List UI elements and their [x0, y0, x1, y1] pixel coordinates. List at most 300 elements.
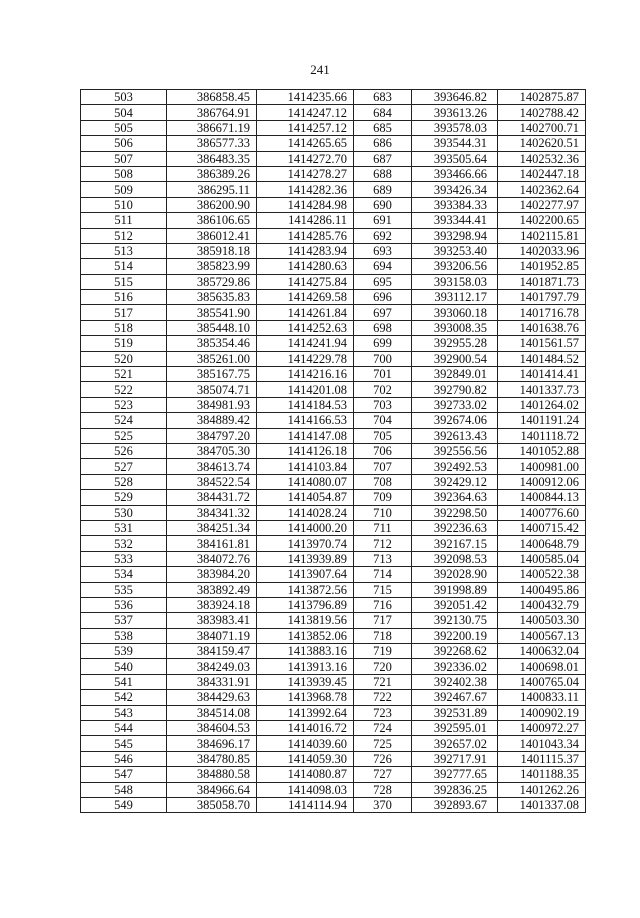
point-b-y-cell: 1401188.35 [498, 767, 586, 782]
point-b-y-cell: 1401191.24 [498, 413, 586, 428]
point-b-x-cell: 392236.63 [412, 520, 498, 535]
point-a-y-cell: 1414275.84 [257, 274, 354, 289]
table-row [81, 243, 586, 258]
point-b-y-cell: 1401262.26 [498, 782, 586, 797]
point-b-number-cell: 704 [354, 413, 412, 428]
point-b-x-cell: 393505.64 [412, 151, 498, 166]
point-b-x-cell: 392900.54 [412, 351, 498, 366]
point-b-number-cell: 700 [354, 351, 412, 366]
point-a-y-cell: 1414080.87 [257, 767, 354, 782]
table-row [81, 490, 586, 505]
point-a-y-cell: 1414114.94 [257, 797, 354, 812]
point-b-x-cell: 393298.94 [412, 228, 498, 243]
table-row [81, 336, 586, 351]
point-b-number-cell: 722 [354, 690, 412, 705]
point-b-number-cell: 370 [354, 797, 412, 812]
point-a-y-cell: 1414252.63 [257, 320, 354, 335]
point-a-number-cell: 510 [81, 197, 167, 212]
point-b-x-cell: 392467.67 [412, 690, 498, 705]
point-a-y-cell: 1414272.70 [257, 151, 354, 166]
point-b-y-cell: 1400833.11 [498, 690, 586, 705]
point-b-x-cell: 392492.53 [412, 459, 498, 474]
point-a-y-cell: 1414286.11 [257, 213, 354, 228]
table-row [81, 213, 586, 228]
point-b-x-cell: 393613.26 [412, 105, 498, 120]
point-b-y-cell: 1401716.78 [498, 305, 586, 320]
point-a-x-cell: 385635.83 [167, 290, 257, 305]
point-b-number-cell: 721 [354, 674, 412, 689]
point-a-number-cell: 506 [81, 136, 167, 151]
point-b-y-cell: 1402033.96 [498, 243, 586, 258]
point-b-number-cell: 684 [354, 105, 412, 120]
table-row [81, 782, 586, 797]
point-a-number-cell: 514 [81, 259, 167, 274]
coordinates-table [80, 89, 586, 813]
point-a-number-cell: 524 [81, 413, 167, 428]
point-a-x-cell: 384604.53 [167, 721, 257, 736]
point-a-number-cell: 508 [81, 166, 167, 181]
point-b-number-cell: 718 [354, 628, 412, 643]
point-b-number-cell: 710 [354, 505, 412, 520]
point-b-y-cell: 1401484.52 [498, 351, 586, 366]
point-a-x-cell: 385448.10 [167, 320, 257, 335]
point-b-y-cell: 1401337.73 [498, 382, 586, 397]
point-b-x-cell: 392336.02 [412, 659, 498, 674]
point-b-x-cell: 392657.02 [412, 736, 498, 751]
point-a-y-cell: 1414284.98 [257, 197, 354, 212]
table-row [81, 413, 586, 428]
point-b-x-cell: 393112.17 [412, 290, 498, 305]
point-b-number-cell: 720 [354, 659, 412, 674]
point-a-x-cell: 384341.32 [167, 505, 257, 520]
point-a-x-cell: 386764.91 [167, 105, 257, 120]
point-a-x-cell: 384331.91 [167, 674, 257, 689]
table-row [81, 90, 586, 105]
point-a-y-cell: 1414269.58 [257, 290, 354, 305]
point-a-x-cell: 385823.99 [167, 259, 257, 274]
point-a-x-cell: 384431.72 [167, 490, 257, 505]
point-a-number-cell: 533 [81, 551, 167, 566]
point-b-y-cell: 1400844.13 [498, 490, 586, 505]
point-a-y-cell: 1413992.64 [257, 705, 354, 720]
point-a-y-cell: 1413819.56 [257, 613, 354, 628]
point-a-y-cell: 1414054.87 [257, 490, 354, 505]
point-b-number-cell: 711 [354, 520, 412, 535]
table-row [81, 582, 586, 597]
point-a-number-cell: 538 [81, 628, 167, 643]
point-a-y-cell: 1414184.53 [257, 397, 354, 412]
point-a-number-cell: 549 [81, 797, 167, 812]
point-b-number-cell: 683 [354, 90, 412, 105]
point-b-y-cell: 1401264.02 [498, 397, 586, 412]
point-a-number-cell: 527 [81, 459, 167, 474]
table-row [81, 674, 586, 689]
point-a-y-cell: 1413852.06 [257, 628, 354, 643]
table-row [81, 474, 586, 489]
point-a-number-cell: 522 [81, 382, 167, 397]
point-b-number-cell: 714 [354, 567, 412, 582]
table-row [81, 705, 586, 720]
table-row [81, 597, 586, 612]
point-a-x-cell: 386106.65 [167, 213, 257, 228]
point-a-x-cell: 384072.76 [167, 551, 257, 566]
point-a-x-cell: 383983.41 [167, 613, 257, 628]
page-number: 241 [310, 62, 330, 77]
point-a-x-cell: 386671.19 [167, 120, 257, 135]
point-b-x-cell: 392777.65 [412, 767, 498, 782]
point-a-number-cell: 531 [81, 520, 167, 535]
point-a-x-cell: 384071.19 [167, 628, 257, 643]
point-b-x-cell: 392595.01 [412, 721, 498, 736]
point-a-y-cell: 1413883.16 [257, 644, 354, 659]
point-b-x-cell: 392790.82 [412, 382, 498, 397]
point-b-number-cell: 707 [354, 459, 412, 474]
point-b-x-cell: 393344.41 [412, 213, 498, 228]
point-a-y-cell: 1414039.60 [257, 736, 354, 751]
point-b-x-cell: 392429.12 [412, 474, 498, 489]
point-b-y-cell: 1400715.42 [498, 520, 586, 535]
table-row [81, 367, 586, 382]
point-b-y-cell: 1402620.51 [498, 136, 586, 151]
point-b-number-cell: 699 [354, 336, 412, 351]
point-a-number-cell: 518 [81, 320, 167, 335]
point-a-x-cell: 386295.11 [167, 182, 257, 197]
point-b-y-cell: 1401871.73 [498, 274, 586, 289]
table-row [81, 797, 586, 812]
point-a-y-cell: 1414261.84 [257, 305, 354, 320]
point-b-number-cell: 703 [354, 397, 412, 412]
point-b-number-cell: 723 [354, 705, 412, 720]
table-row [81, 305, 586, 320]
point-b-x-cell: 393158.03 [412, 274, 498, 289]
table-row [81, 136, 586, 151]
point-b-y-cell: 1400585.04 [498, 551, 586, 566]
point-a-y-cell: 1414278.27 [257, 166, 354, 181]
point-b-number-cell: 701 [354, 367, 412, 382]
point-b-y-cell: 1400503.30 [498, 613, 586, 628]
point-a-x-cell: 386389.26 [167, 166, 257, 181]
point-a-x-cell: 384249.03 [167, 659, 257, 674]
point-b-y-cell: 1402532.36 [498, 151, 586, 166]
point-a-x-cell: 384889.42 [167, 413, 257, 428]
point-a-number-cell: 511 [81, 213, 167, 228]
point-a-number-cell: 517 [81, 305, 167, 320]
point-b-y-cell: 1400776.60 [498, 505, 586, 520]
point-a-x-cell: 385918.18 [167, 243, 257, 258]
point-a-x-cell: 385729.86 [167, 274, 257, 289]
point-b-y-cell: 1402875.87 [498, 90, 586, 105]
point-a-y-cell: 1414216.16 [257, 367, 354, 382]
point-b-y-cell: 1402277.97 [498, 197, 586, 212]
point-a-y-cell: 1414028.24 [257, 505, 354, 520]
table-row [81, 259, 586, 274]
point-a-x-cell: 383984.20 [167, 567, 257, 582]
point-b-y-cell: 1400972.27 [498, 721, 586, 736]
point-b-y-cell: 1400632.04 [498, 644, 586, 659]
point-b-y-cell: 1400522.38 [498, 567, 586, 582]
point-b-x-cell: 392836.25 [412, 782, 498, 797]
point-b-x-cell: 393544.31 [412, 136, 498, 151]
point-b-x-cell: 391998.89 [412, 582, 498, 597]
point-b-x-cell: 392733.02 [412, 397, 498, 412]
point-b-y-cell: 1401638.76 [498, 320, 586, 335]
point-b-number-cell: 719 [354, 644, 412, 659]
point-a-number-cell: 525 [81, 428, 167, 443]
point-a-number-cell: 516 [81, 290, 167, 305]
table-row [81, 182, 586, 197]
point-b-x-cell: 393060.18 [412, 305, 498, 320]
point-b-x-cell: 392531.89 [412, 705, 498, 720]
point-b-x-cell: 393384.33 [412, 197, 498, 212]
point-b-number-cell: 694 [354, 259, 412, 274]
point-b-number-cell: 688 [354, 166, 412, 181]
point-a-number-cell: 537 [81, 613, 167, 628]
point-a-number-cell: 520 [81, 351, 167, 366]
point-b-y-cell: 1400648.79 [498, 536, 586, 551]
point-b-y-cell: 1400432.79 [498, 597, 586, 612]
point-b-number-cell: 709 [354, 490, 412, 505]
point-a-y-cell: 1414283.94 [257, 243, 354, 258]
point-a-number-cell: 535 [81, 582, 167, 597]
point-a-number-cell: 530 [81, 505, 167, 520]
point-a-number-cell: 529 [81, 490, 167, 505]
point-b-x-cell: 392613.43 [412, 428, 498, 443]
point-b-y-cell: 1400765.04 [498, 674, 586, 689]
point-b-number-cell: 728 [354, 782, 412, 797]
point-b-x-cell: 393426.34 [412, 182, 498, 197]
point-a-x-cell: 384981.93 [167, 397, 257, 412]
point-a-x-cell: 383892.49 [167, 582, 257, 597]
point-b-number-cell: 702 [354, 382, 412, 397]
point-a-x-cell: 384161.81 [167, 536, 257, 551]
table-row [81, 721, 586, 736]
point-b-x-cell: 392556.56 [412, 443, 498, 458]
point-a-x-cell: 384429.63 [167, 690, 257, 705]
point-a-number-cell: 526 [81, 443, 167, 458]
table-row [81, 397, 586, 412]
point-a-x-cell: 384613.74 [167, 459, 257, 474]
point-b-y-cell: 1401118.72 [498, 428, 586, 443]
table-row [81, 751, 586, 766]
point-a-number-cell: 515 [81, 274, 167, 289]
point-a-x-cell: 386012.41 [167, 228, 257, 243]
point-a-y-cell: 1414265.65 [257, 136, 354, 151]
point-a-x-cell: 384880.58 [167, 767, 257, 782]
point-b-number-cell: 725 [354, 736, 412, 751]
point-a-y-cell: 1414098.03 [257, 782, 354, 797]
point-b-number-cell: 697 [354, 305, 412, 320]
table-row [81, 536, 586, 551]
point-b-y-cell: 1400902.19 [498, 705, 586, 720]
point-b-number-cell: 685 [354, 120, 412, 135]
point-a-number-cell: 519 [81, 336, 167, 351]
table-row [81, 166, 586, 181]
point-a-x-cell: 386483.35 [167, 151, 257, 166]
point-b-number-cell: 706 [354, 443, 412, 458]
table-row [81, 767, 586, 782]
point-a-x-cell: 384797.20 [167, 428, 257, 443]
point-b-x-cell: 392717.91 [412, 751, 498, 766]
point-a-x-cell: 384966.64 [167, 782, 257, 797]
point-b-number-cell: 727 [354, 767, 412, 782]
point-a-number-cell: 503 [81, 90, 167, 105]
point-a-x-cell: 386577.33 [167, 136, 257, 151]
point-b-number-cell: 696 [354, 290, 412, 305]
point-b-x-cell: 392200.19 [412, 628, 498, 643]
table-row [81, 382, 586, 397]
point-a-x-cell: 385261.00 [167, 351, 257, 366]
point-b-number-cell: 716 [354, 597, 412, 612]
point-b-x-cell: 393008.35 [412, 320, 498, 335]
point-a-number-cell: 523 [81, 397, 167, 412]
point-b-y-cell: 1402362.64 [498, 182, 586, 197]
point-b-number-cell: 712 [354, 536, 412, 551]
point-a-number-cell: 546 [81, 751, 167, 766]
point-b-number-cell: 726 [354, 751, 412, 766]
point-b-x-cell: 393466.66 [412, 166, 498, 181]
point-b-number-cell: 687 [354, 151, 412, 166]
point-a-y-cell: 1414016.72 [257, 721, 354, 736]
point-a-y-cell: 1414229.78 [257, 351, 354, 366]
point-b-x-cell: 392051.42 [412, 597, 498, 612]
point-a-number-cell: 504 [81, 105, 167, 120]
point-a-y-cell: 1413968.78 [257, 690, 354, 705]
point-b-x-cell: 392674.06 [412, 413, 498, 428]
point-a-y-cell: 1414126.18 [257, 443, 354, 458]
table-row [81, 351, 586, 366]
point-b-x-cell: 392893.67 [412, 797, 498, 812]
table-row [81, 120, 586, 135]
point-a-y-cell: 1414103.84 [257, 459, 354, 474]
point-a-x-cell: 384522.54 [167, 474, 257, 489]
point-b-number-cell: 724 [354, 721, 412, 736]
point-b-y-cell: 1401414.41 [498, 367, 586, 382]
point-b-x-cell: 392130.75 [412, 613, 498, 628]
point-a-number-cell: 528 [81, 474, 167, 489]
point-a-number-cell: 534 [81, 567, 167, 582]
point-a-x-cell: 385541.90 [167, 305, 257, 320]
point-b-y-cell: 1400567.13 [498, 628, 586, 643]
point-b-y-cell: 1400495.86 [498, 582, 586, 597]
point-a-x-cell: 385058.70 [167, 797, 257, 812]
point-b-y-cell: 1402447.18 [498, 166, 586, 181]
point-b-y-cell: 1402115.81 [498, 228, 586, 243]
point-a-y-cell: 1414059.30 [257, 751, 354, 766]
point-a-y-cell: 1414247.12 [257, 105, 354, 120]
point-a-x-cell: 384514.08 [167, 705, 257, 720]
point-a-number-cell: 539 [81, 644, 167, 659]
table-row [81, 320, 586, 335]
point-a-x-cell: 385167.75 [167, 367, 257, 382]
point-a-y-cell: 1413796.89 [257, 597, 354, 612]
point-b-y-cell: 1401115.37 [498, 751, 586, 766]
point-a-number-cell: 542 [81, 690, 167, 705]
point-b-number-cell: 691 [354, 213, 412, 228]
point-b-y-cell: 1400981.00 [498, 459, 586, 474]
point-a-number-cell: 521 [81, 367, 167, 382]
point-a-number-cell: 507 [81, 151, 167, 166]
point-a-y-cell: 1414000.20 [257, 520, 354, 535]
point-a-x-cell: 384159.47 [167, 644, 257, 659]
point-a-x-cell: 384780.85 [167, 751, 257, 766]
point-b-y-cell: 1401797.79 [498, 290, 586, 305]
point-a-number-cell: 513 [81, 243, 167, 258]
table-row [81, 459, 586, 474]
point-b-x-cell: 392955.28 [412, 336, 498, 351]
point-b-y-cell: 1402200.65 [498, 213, 586, 228]
point-b-number-cell: 692 [354, 228, 412, 243]
table-row [81, 567, 586, 582]
point-a-y-cell: 1414166.53 [257, 413, 354, 428]
table-row [81, 228, 586, 243]
point-a-y-cell: 1414201.08 [257, 382, 354, 397]
point-b-y-cell: 1401052.88 [498, 443, 586, 458]
point-b-x-cell: 392364.63 [412, 490, 498, 505]
point-b-x-cell: 392098.53 [412, 551, 498, 566]
point-b-number-cell: 708 [354, 474, 412, 489]
table-row [81, 520, 586, 535]
point-b-number-cell: 689 [354, 182, 412, 197]
point-b-y-cell: 1400698.01 [498, 659, 586, 674]
point-a-number-cell: 541 [81, 674, 167, 689]
point-a-y-cell: 1413907.64 [257, 567, 354, 582]
table-row [81, 628, 586, 643]
point-b-y-cell: 1402700.71 [498, 120, 586, 135]
point-a-y-cell: 1413939.45 [257, 674, 354, 689]
point-b-x-cell: 392268.62 [412, 644, 498, 659]
point-a-y-cell: 1414280.63 [257, 259, 354, 274]
point-b-x-cell: 392402.38 [412, 674, 498, 689]
point-a-y-cell: 1414282.36 [257, 182, 354, 197]
point-a-number-cell: 505 [81, 120, 167, 135]
table-row [81, 505, 586, 520]
table-row [81, 151, 586, 166]
point-b-y-cell: 1402788.42 [498, 105, 586, 120]
point-b-number-cell: 686 [354, 136, 412, 151]
table-row [81, 443, 586, 458]
point-a-number-cell: 512 [81, 228, 167, 243]
point-a-x-cell: 384696.17 [167, 736, 257, 751]
point-a-number-cell: 547 [81, 767, 167, 782]
point-a-y-cell: 1413913.16 [257, 659, 354, 674]
table-row [81, 428, 586, 443]
point-a-number-cell: 548 [81, 782, 167, 797]
coordinates-table-body [81, 90, 586, 813]
table-row [81, 613, 586, 628]
point-a-x-cell: 386200.90 [167, 197, 257, 212]
point-a-number-cell: 509 [81, 182, 167, 197]
point-a-number-cell: 545 [81, 736, 167, 751]
point-a-y-cell: 1413939.89 [257, 551, 354, 566]
point-a-number-cell: 544 [81, 721, 167, 736]
point-b-number-cell: 715 [354, 582, 412, 597]
point-b-x-cell: 393578.03 [412, 120, 498, 135]
table-row [81, 644, 586, 659]
table-row [81, 736, 586, 751]
table-row [81, 290, 586, 305]
point-a-number-cell: 532 [81, 536, 167, 551]
point-a-y-cell: 1413872.56 [257, 582, 354, 597]
point-b-y-cell: 1401337.08 [498, 797, 586, 812]
point-a-y-cell: 1414257.12 [257, 120, 354, 135]
table-row [81, 197, 586, 212]
point-b-number-cell: 698 [354, 320, 412, 335]
table-row [81, 690, 586, 705]
point-a-number-cell: 540 [81, 659, 167, 674]
point-a-y-cell: 1414235.66 [257, 90, 354, 105]
point-b-x-cell: 392167.15 [412, 536, 498, 551]
point-a-y-cell: 1413970.74 [257, 536, 354, 551]
